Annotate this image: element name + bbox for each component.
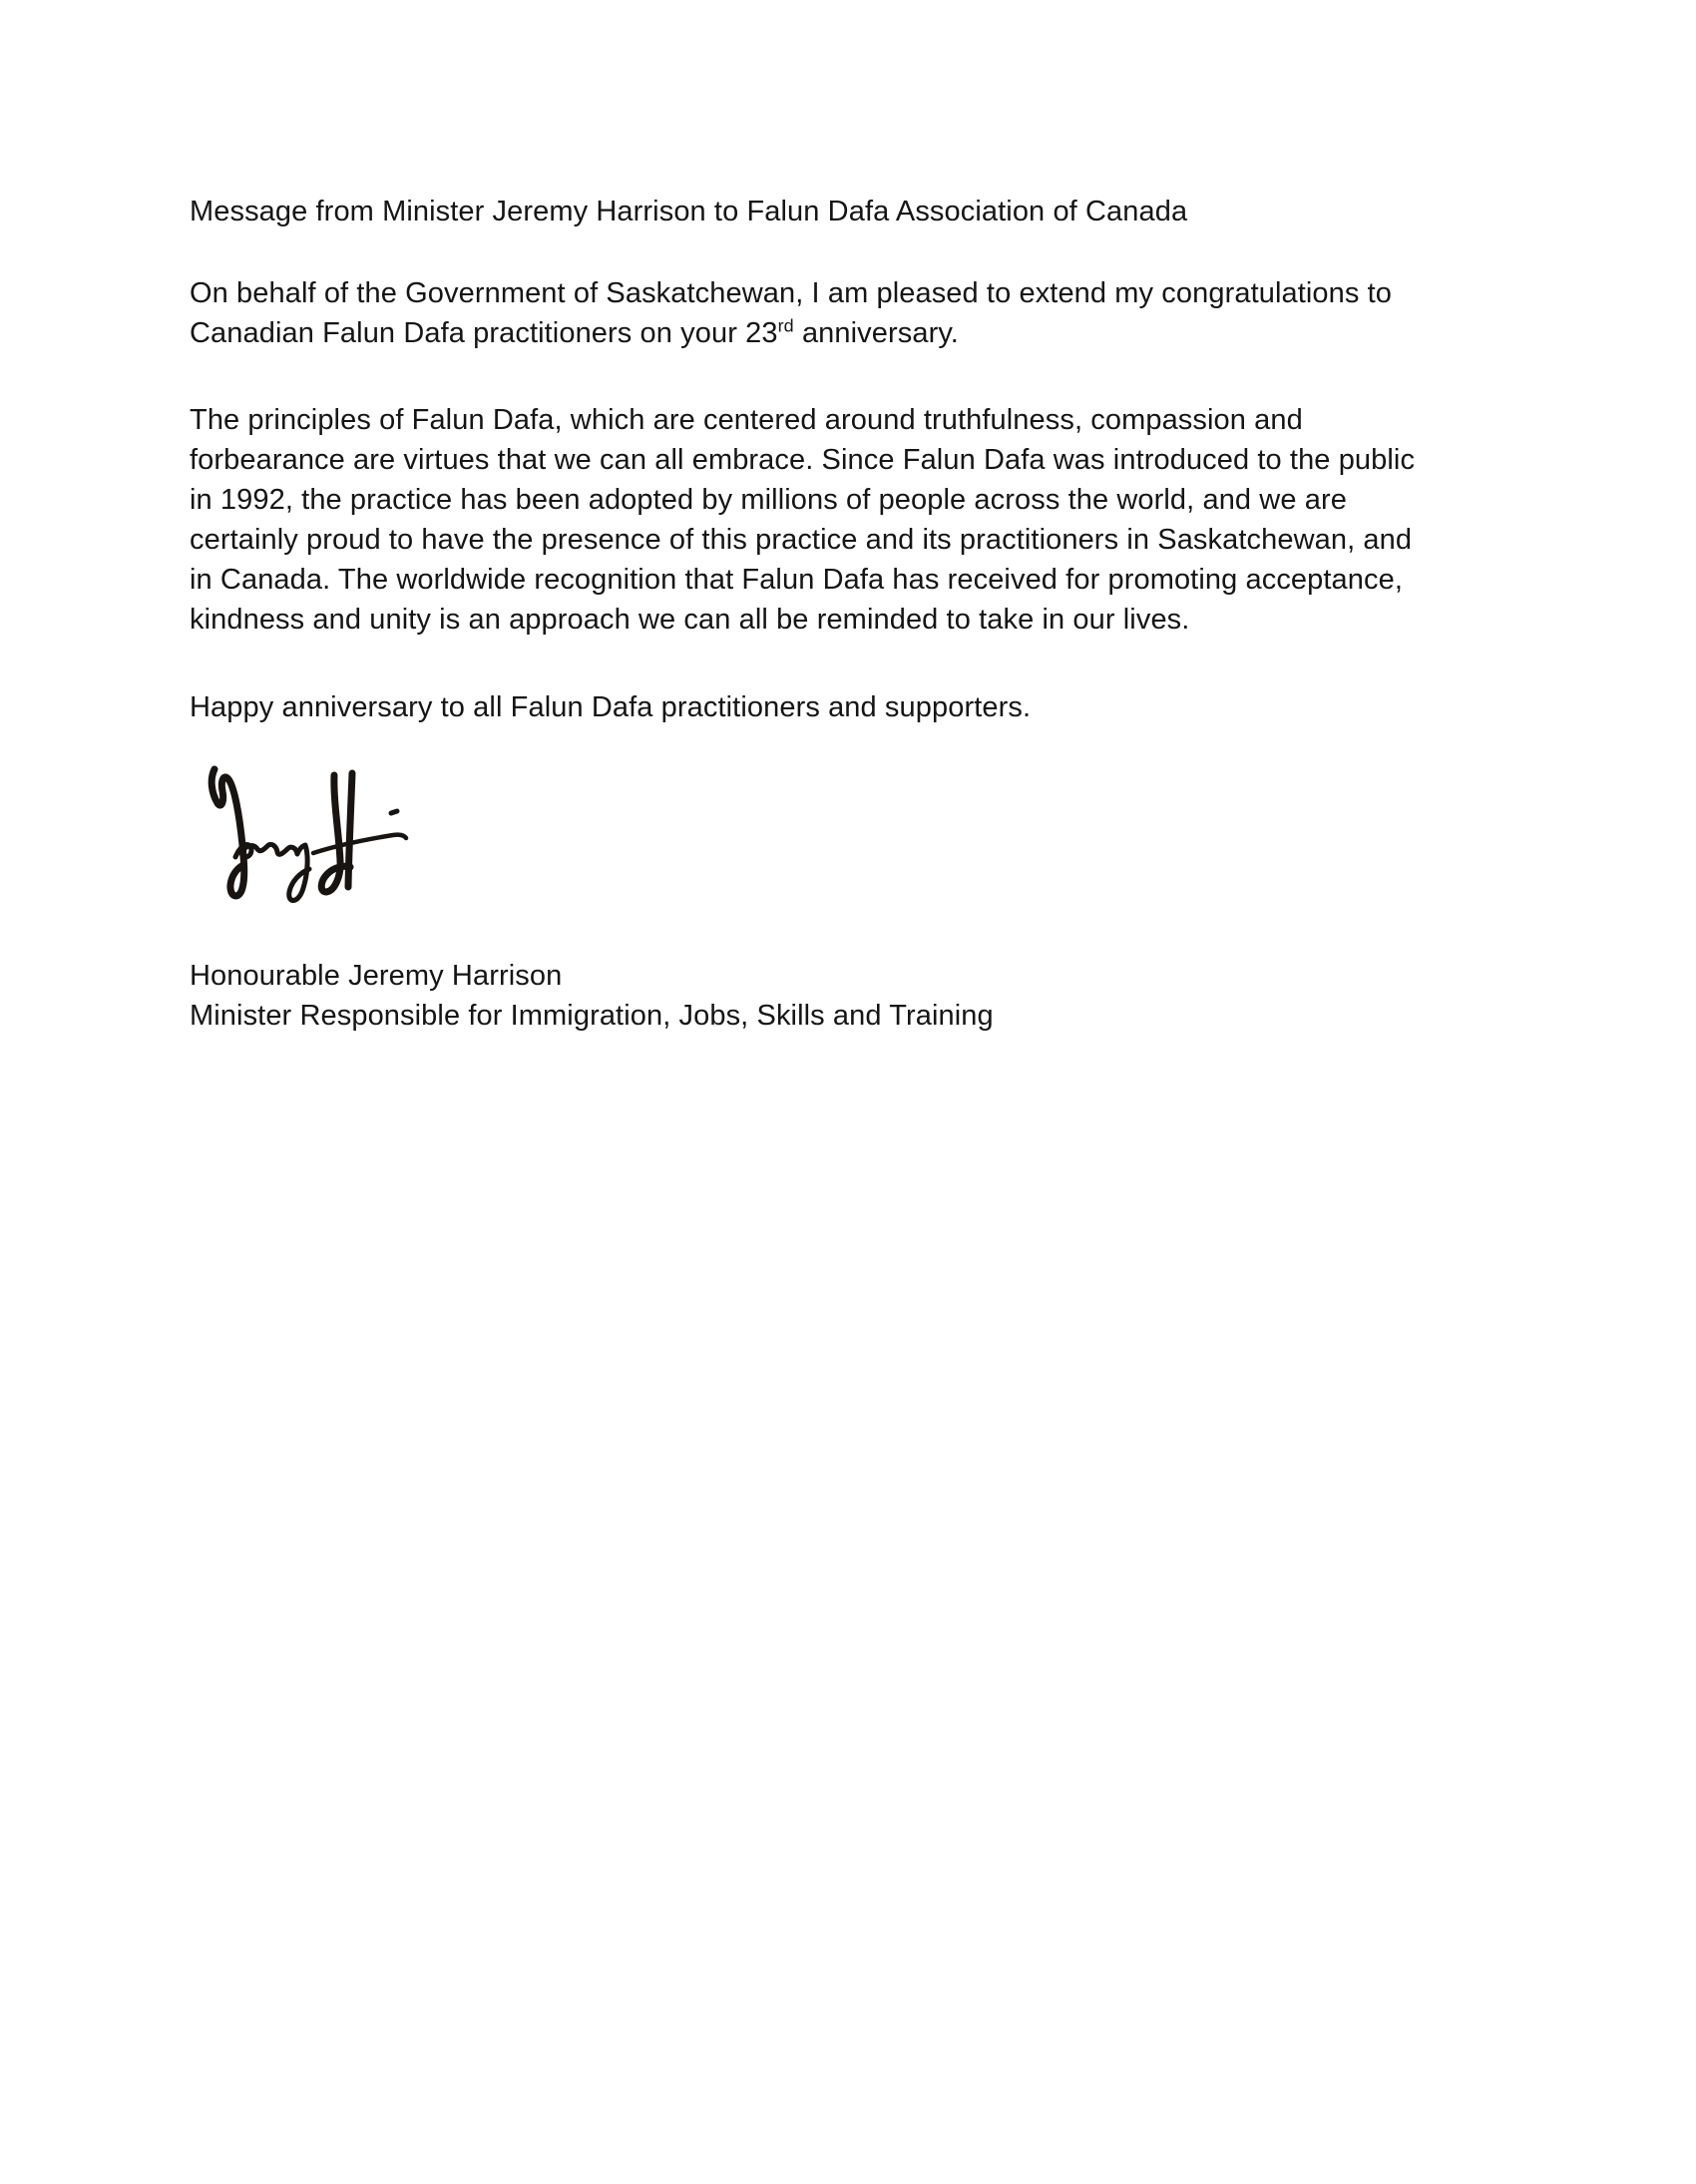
- letter-content: [190, 192, 1526, 1036]
- text-line: The principles of Falun Dafa, which are centered around truthfulness, compassion and: [190, 404, 1303, 436]
- text-segment: Canadian Falun Dafa practitioners on your 23: [190, 317, 778, 349]
- letter-title: Message from Minister Jeremy Harrison to Falun Dafa Association of Canada: [190, 196, 1188, 227]
- text-segment: anniversary.: [793, 317, 959, 349]
- text-line: [190, 313, 1526, 353]
- signature-image: [204, 761, 453, 921]
- closing-name: Honourable Jeremy Harrison: [190, 960, 563, 992]
- text-line: On behalf of the Government of Saskatchewan, I am pleased to extend my congratulations to: [190, 277, 1393, 309]
- closing-title: Minister Responsible for Immigration, Jobs, Skills and Training: [190, 1000, 994, 1032]
- text-line: forbearance are virtues that we can all embrace. Since Falun Dafa was introduced to the public: [190, 444, 1416, 476]
- text-line: Happy anniversary to all Falun Dafa practitioners and supporters.: [190, 691, 1032, 723]
- text-line: kindness and unity is an approach we can all be reminded to take in our lives.: [190, 604, 1190, 636]
- ordinal-superscript: rd: [777, 315, 794, 336]
- text-line: in Canada. The worldwide recognition that Falun Dafa has received for promoting acceptance,: [190, 564, 1403, 596]
- paragraph-opening: [190, 273, 1526, 353]
- paragraph-body: [190, 400, 1526, 640]
- closing-block: [190, 956, 1526, 1036]
- text-line: certainly proud to have the presence of this practice and its practitioners in Saskatchewan, and: [190, 524, 1413, 556]
- text-line: in 1992, the practice has been adopted by millions of people across the world, and we are: [190, 484, 1347, 516]
- paragraph-wishes: [190, 687, 1526, 727]
